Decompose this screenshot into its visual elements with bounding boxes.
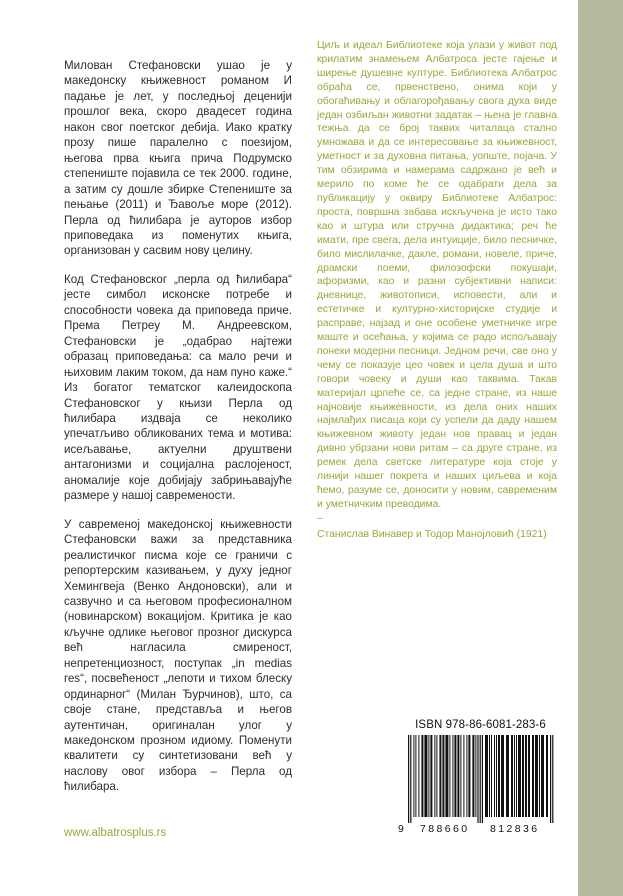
library-statement-text: Циљ и идеал Библиотеке која улази у живот под крилатим знамењем Албатроса јесте гајење и ширење душевне културе. Библиотека Албатрос обраћа се, првенствено, онима који у обогаћивању и облагорођавању свога духа виде један озбиљан животни задатак – њена је главна тежња да се број таквих читалаца стално умножава и да се интересовање за књижевност, уметност и за духовна питања, уопште, појача. У тим обзирима и намерама садржано је већ и мерило по коме ће се одабрати дела за публикацију у оквиру Библиотеке Албатрос: проста, површна забава искључена је исто тако као и штура или стручна дидактика; реч ће имати, пре свега, дела интуиције, било песничке, било мислилачке, дакле, романи, новеле, приче, драмски поеми, филозофски покушаји, афоризми, као и разни субјективни написи: дневнице, животописи, исповести, али и естетичке и културно-хисторијске студије и расправе, најзад и оне особене уметничке игре маште и осећања, у којима се радо испољавају понеки модерни песници. Једном речи, све оно у чему се показује цео човек и цела душа и што говори човеку и души као таквима. Такав материјал црпеће се, са једне стране, из наше најновије књижевности, из дела оних наших најмлађих писаца који су успели да даду нашем књижевном животу један нов правац и један дивно убрзани нови ритам – са друге стране, из ремек дела светске литературе која стоје у линији нашег покрета и наших циљева и која ћемо, разуме се, доносити у новим, савременим и уметничким преводима.	[317, 40, 557, 510]
barcode-bar	[410, 735, 411, 823]
barcode-bars	[406, 735, 556, 823]
barcode-bar	[541, 735, 544, 817]
barcode-bar	[477, 735, 478, 823]
barcode-bar	[494, 735, 495, 817]
signature-dash: –	[317, 512, 323, 524]
barcode-bar	[468, 735, 470, 817]
barcode-bar	[463, 735, 464, 817]
barcode-bar	[535, 735, 538, 817]
barcode-bar	[514, 735, 515, 817]
barcode-bar	[436, 735, 437, 817]
barcode-bar	[485, 735, 488, 817]
isbn-label: ISBN 978-86-6081-283-6	[415, 719, 546, 731]
barcode-bar	[528, 735, 530, 817]
barcode-bar	[408, 735, 409, 823]
statement-signature: Станислав Винавер и Тодор Манојловић (1921)	[317, 528, 547, 540]
barcode-bar	[511, 735, 513, 817]
barcode-bar	[442, 735, 444, 817]
barcode-bar	[475, 735, 476, 817]
barcode-bar	[472, 735, 474, 817]
description-paragraph-2: Код Стефановског „перла од ћилибара“ јесте симбол исконске потребе и способности човека да приповеда приче. Према Петреу М. Андреевском, Стефановски је „одабрао најтежи образац приповедања: са мало речи и њиховим лаким током, да нам пуно каже.“ Из богатог тематског калеидоскопа Стефановског у књизи Перла од ћилибара издваја се неколико упечатљиво обликованих тема и мотива: исељавање, актуелни друштвени антагонизми и социјална раслојеност, аномалије које добијају забрињавајуће размере у нашој савремености.	[64, 272, 292, 503]
isbn-barcode	[398, 719, 563, 843]
barcode-bar	[550, 735, 551, 823]
barcode-digits-right: 812836	[490, 823, 540, 835]
barcode-bar	[522, 735, 524, 817]
barcode-bar	[516, 735, 517, 817]
description-column	[64, 58, 292, 808]
barcode-bar	[449, 735, 450, 817]
library-statement-column	[317, 39, 557, 542]
barcode-bar	[424, 735, 427, 817]
barcode-bar	[525, 735, 527, 817]
barcode-bar	[480, 735, 481, 823]
barcode-bar	[501, 735, 504, 817]
barcode-bar	[552, 735, 553, 823]
barcode-bar	[421, 735, 423, 817]
barcode-bar	[418, 735, 419, 817]
barcode-bar	[454, 735, 456, 817]
barcode-bar	[496, 735, 497, 817]
barcode-bar	[445, 735, 448, 817]
barcode-bar	[506, 735, 509, 817]
barcode-bar	[415, 735, 416, 817]
description-paragraph-3: У савременој македонској књижевности Стефановски важи за представника реалистичког писма које се граничи с репортерским казивањем, у духу једног Хемингвеја (Венко Андоновски), али и сазвучно и са његовом професионалном (новинарском) вокацијом. Критика је као кључне одлике његовог прозног дискурса већ нагласила смиреност, непретенциозност, поступак „in medias res“, посвећеност „лепоти и тихом блеску ординарног“ (Милан Ђурчинов), што, са своје стане, представља и његов аутентичан, оригиналан улог у македонском прозном идиому. Поменути квалитети су синтетизовани већ у наслову овог избора – Перла од ћилибара.	[64, 517, 292, 794]
barcode-bar	[539, 735, 540, 817]
barcode-bar	[532, 735, 534, 817]
barcode-bar	[546, 735, 548, 817]
barcode-bar	[482, 735, 483, 823]
barcode-bar	[491, 735, 492, 817]
barcode-bar	[498, 735, 500, 817]
barcode-bar	[489, 735, 490, 817]
barcode-bar	[430, 735, 432, 817]
barcode-bar	[518, 735, 521, 817]
barcode-digits-left: 788660	[420, 823, 470, 835]
barcode-bar	[413, 735, 414, 817]
barcode-bar	[452, 735, 453, 817]
barcode-digit-first: 9	[398, 823, 404, 835]
barcode-bar	[457, 735, 459, 817]
barcode-bar	[439, 735, 441, 817]
barcode-bar	[428, 735, 429, 817]
barcode-bar	[460, 735, 461, 817]
barcode-bar	[434, 735, 435, 817]
description-paragraph-1: Милован Стефановски ушао је у македонску књижевност романом И падање је лет, у последњој деценији прошлог века, скоро двадесет година након свог поетског дебија. Иако кратку прозу пише паралелно с поезијом, његова прва књига прича Подрумско степениште појавила се тек 2000. године, а затим су дошле збирке Степениште за пењање (2011) и Ђавоље море (2012). Перла од ћилибара је ауторов избор приповедака из поменутих књига, организован у сасвим нову целину.	[64, 59, 292, 258]
barcode-bar	[466, 735, 467, 817]
spine-color-band	[578, 0, 623, 896]
publisher-website-link[interactable]: www.albatrosplus.rs	[64, 827, 167, 839]
